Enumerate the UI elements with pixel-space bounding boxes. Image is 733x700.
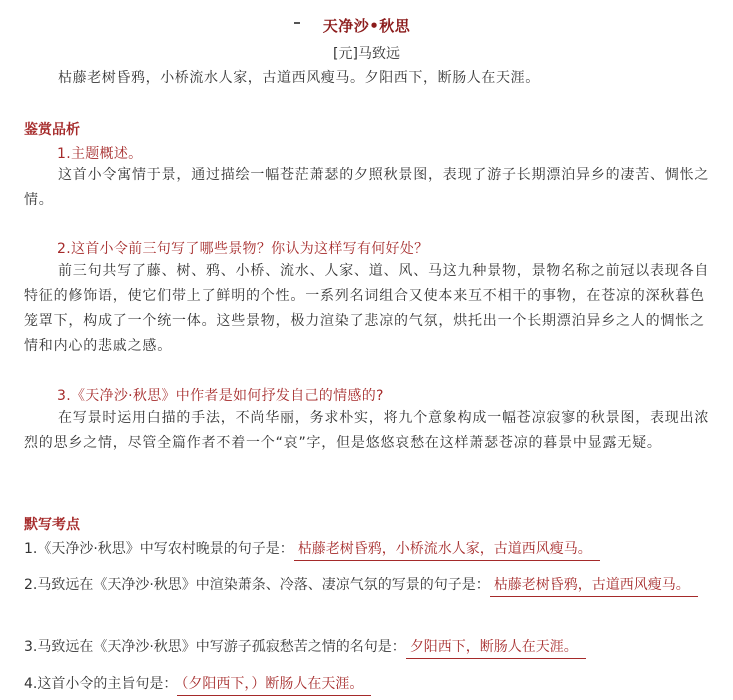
dictation-item-2 <box>24 573 704 598</box>
dictation-item-1 <box>24 537 704 562</box>
dictation-prompt-1: 1.《天净沙·秋思》中写农村晚景的句子是： <box>24 541 294 557</box>
dictation-prompt-3: 3.马致远在《天净沙·秋思》中写游子孤寂愁苦之情的名句是： <box>24 639 406 655</box>
dictation-answer-3: 夕阳西下，断肠人在天涯。 <box>406 639 586 659</box>
answer-1: 这首小令寓情于景，通过描绘一幅苍茫萧瑟的夕照秋景图，表现了游子长期漂泊异乡的凄苦、惆怅之情。 <box>24 167 710 208</box>
question-1: 1.主题概述。 <box>57 146 143 162</box>
dictation-prompt-4: 4.这首小令的主旨句是： <box>24 676 178 692</box>
poem-author: [元]马致远 <box>333 46 400 62</box>
dictation-answer-4: （夕阳西下，）断肠人在天涯。 <box>177 676 371 696</box>
dictation-answer-1: 枯藤老树昏鸦，小桥流水人家，古道西风瘦马。 <box>294 541 600 561</box>
dictation-item-4 <box>24 672 704 697</box>
question-3: 3.《天净沙·秋思》中作者是如何抒发自己的情感的? <box>57 388 384 404</box>
answer-3: 在写景时运用白描的手法，不尚华丽，务求朴实，将九个意象构成一幅苍凉寂寥的秋景图，表现出浓烈的思乡之情，尽管全篇作者不着一个“哀”字，但是悠悠哀愁在这样萧瑟苍凉的暮景中显露无疑。 <box>24 410 710 451</box>
appreciation-heading: 鉴赏品析 <box>24 122 80 138</box>
question-2: 2.这首小令前三句写了哪些景物？你认为这样写有何好处？ <box>57 241 429 257</box>
dictation-item-3 <box>24 635 704 660</box>
dictation-heading: 默写考点 <box>24 517 80 533</box>
poem-title: 天净沙•秋思 <box>322 17 411 35</box>
dictation-answer-2: 枯藤老树昏鸦，古道西风瘦马。 <box>490 577 698 597</box>
dictation-prompt-2: 2.马致远在《天净沙·秋思》中渲染萧条、冷落、凄凉气氛的写景的句子是： <box>24 577 490 593</box>
answer-2: 前三句共写了藤、树、鸦、小桥、流水、人家、道、风、马这九种景物，景物名称之前冠以表现各自特征的修饰语，使它们带上了鲜明的个性。一系列名词组合又使本来互不相干的事物，在苍凉的深秋暮色笼罩下，构成了一个统一体。这些景物，极力渲染了悲凉的气氛，烘托出一个长期漂泊异乡之人的惆怅之情和内心的悲戚之感。 <box>24 263 710 354</box>
poem-text: 枯藤老树昏鸦，小桥流水人家，古道西风瘦马。夕阳西下，断肠人在天涯。 <box>58 70 540 86</box>
